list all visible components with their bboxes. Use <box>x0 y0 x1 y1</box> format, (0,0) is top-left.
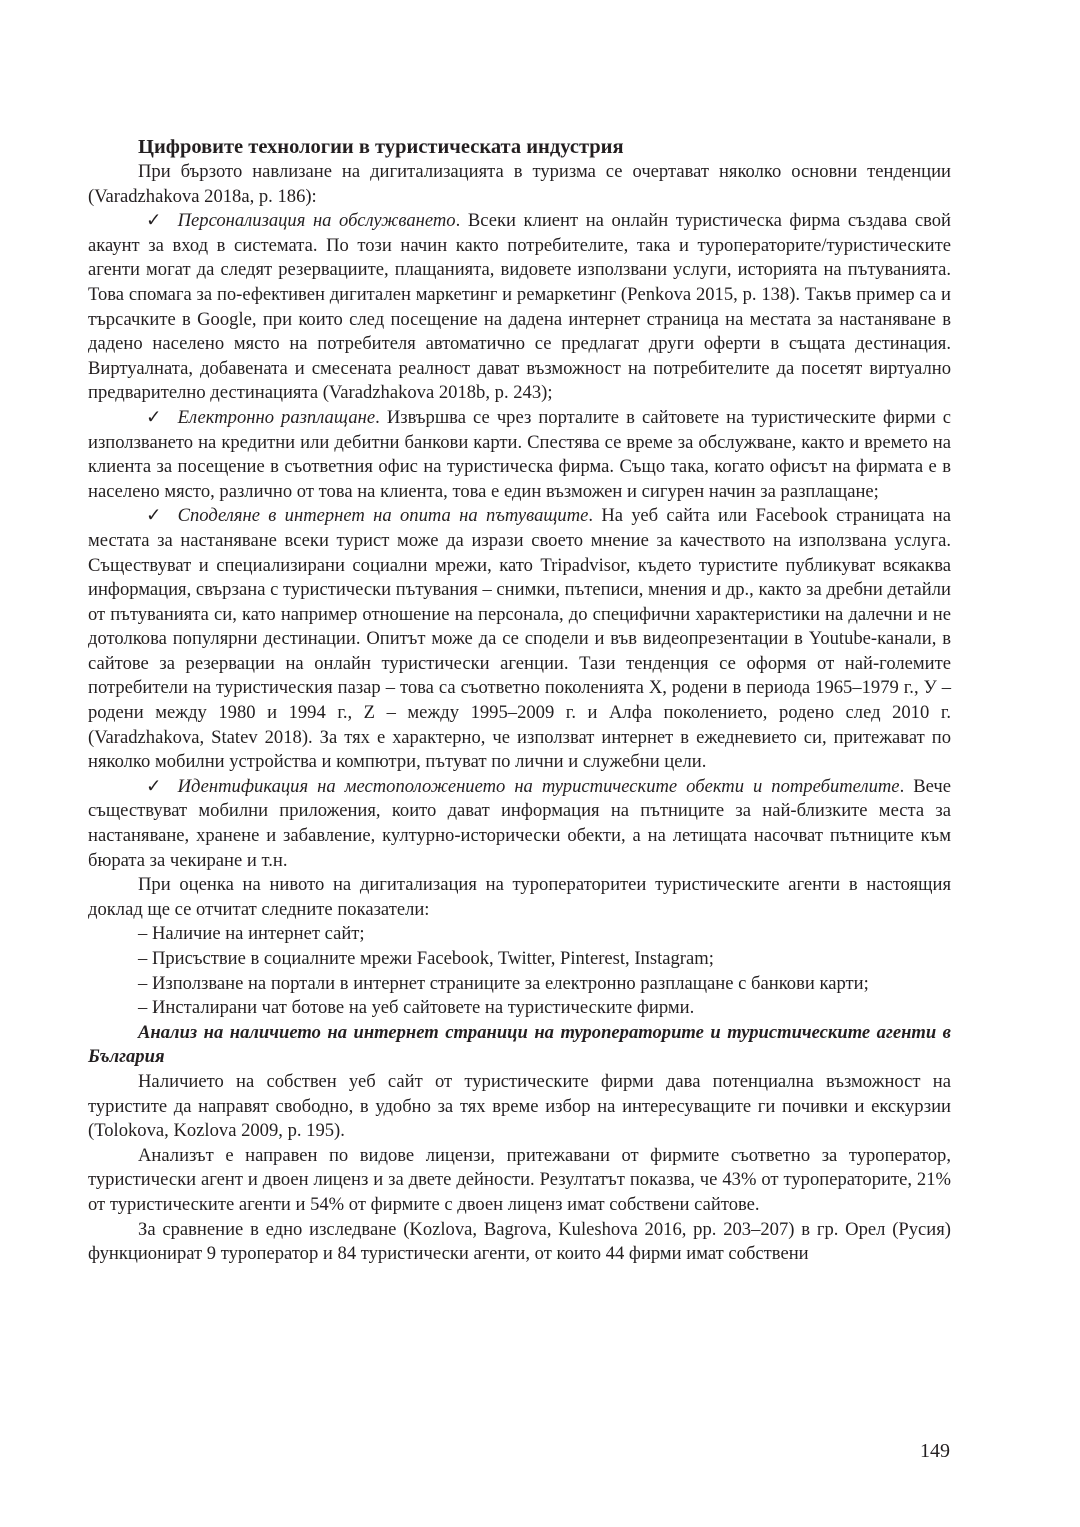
assessment-intro: При оценка на нивото на дигитализация на туроператоритеи туристическите агенти в настоящия доклад ще се отчитат следните показатели: <box>88 874 951 920</box>
trend-text: . На уеб сайта или Facebook страницата на местата за настаняване всеки турист може да изрази своето мнение за качеството на използвана услуга. Съществуват и специализирани социални мрежи, като Tripadvisor, където туристите публикуват всякаква информация, свързана с туристически пътувания – снимки, пътеписи, мнения и др., както за дребни детайли от пътуванията си, като например отношение на персонала, до специфични характеристики на далечни и не дотолкова популярни дестинации. Опитът може да се сподели и във видеопрезентации в Youtube-канали, в сайтове за резервации на онлайн туристически агенции. Тази тенденция се оформя от най-големите потребители на туристическия пазар – това са съответно поколенията X, родени в периода 1965–1979 г., У – родени между 1980 и 1994 г., Z – между 1995–2009 г. и Алфа поколението, родено след 2010 г. (Varadzhakova, Statev 2018). За тях е характерно, че използват интернет в ежедневието си, притежават по няколко мобилни устройства и компютри, пътуват по лични и служебни цели. <box>88 505 951 773</box>
checkmark-icon: ✓ <box>146 406 162 428</box>
trend-term: Споделяне в интернет на опита на пътуващите <box>177 505 589 527</box>
body-paragraph: Наличието на собствен уеб сайт от туристическите фирми дава потенциална възможност на туристите да направят свободно, в удобно за тях време избор на интересуващите ги почивки и екскурзии (Tolokova, Kozlova 2009, p. 195). <box>88 1070 951 1142</box>
checkmark-icon: ✓ <box>146 505 162 527</box>
checkmark-icon: ✓ <box>146 210 162 232</box>
indicator-item: – Наличие на интернет сайт; <box>138 923 365 945</box>
trend-item-e-payment <box>88 406 951 504</box>
trend-text: . Всеки клиент на онлайн туристическа фирма създава свой акаунт за вход в системата. По този начин както потребителите, така и туроператорите/туристическите агенти могат да следят резервациите, плащанията, видовете използвани услуги, историята на пътуванията. Това спомага за по-ефективен дигитален маркетинг и ремаркетинг (Penkova 2015, p. 138). Такъв пример са и търсачките в Google, при които след посещение на дадена интернет страница на местата за настаняване в дадено населено място на потребителя автоматично се предлагат други оферти в същата дестинация. Виртуалната, добавената и смесената реалност дават възможност на потребителите да посетят виртуално предварително дестинацията (Varadzhakova 2018b, p. 243); <box>88 210 951 404</box>
checkmark-icon: ✓ <box>146 775 162 797</box>
analysis-subheading: Анализ на наличието на интернет страници на туроператорите и туристическите агенти в България <box>88 1021 951 1068</box>
section-title: Цифровите технологии в туристическата индустрия <box>138 136 624 158</box>
body-paragraph: За сравнение в едно изследване (Kozlova, Bagrova, Kuleshova 2016, pp. 203–207) в гр. Орел (Русия) функционират 9 туроператор и 84 туристически агенти, от които 44 фирми имат собствени <box>88 1218 951 1265</box>
body-paragraph: Анализът е направен по видове лицензи, притежавани от фирмите съответно за туроператор, туристически агент и двоен лиценз и за двете дейности. Резултатът показва, че 43% от туроператорите, 21% от туристическите агенти и 54% от фирмите с двоен лиценз имат собствени сайтове. <box>88 1144 951 1215</box>
intro-paragraph: При бързото навлизане на дигитализацията в туризма се очертават няколко основни тенденции (Varadzhakova 2018a, p. 186): <box>88 161 951 207</box>
trend-item-personalization <box>88 209 951 406</box>
trend-item-location <box>88 775 951 873</box>
trend-text: . Вече съществуват мобилни приложения, които дават информация на пътниците за най-близките места за настаняване, хранене и забавление, културно-исторически обекти, а на летищата насочват пътниците към бюрата за чекиране и т.н. <box>88 775 951 871</box>
page-content <box>88 134 951 1267</box>
page-number: 149 <box>920 1440 950 1462</box>
trend-term: Идентификация на местоположението на туристическите обекти и потребителите <box>177 775 900 797</box>
trend-text: . Извършва се чрез порталите в сайтовете на туристическите фирми с използването на кредитни или дебитни банкови карти. Спестява се време за обслужване, както и времето на клиента за посещение в съответния офис на туристическа фирма. Също така, когато офисът на фирмата е в населено място, различно от това на клиента, това е един възможен и сигурен начин за разплащане; <box>88 406 951 502</box>
trend-term: Електронно разплащане <box>177 406 376 428</box>
trend-item-sharing <box>88 504 951 775</box>
indicator-item: – Инсталирани чат ботове на уеб сайтовете на туристическите фирми. <box>138 997 695 1019</box>
indicator-item: – Използване на портали в интернет страниците за електронно разплащане с банкови карти; <box>138 972 869 994</box>
indicator-item: – Присъствие в социалните мрежи Facebook, Twitter, Pinterest, Instagram; <box>138 948 714 969</box>
trend-term: Персонализация на обслужването <box>177 210 456 232</box>
